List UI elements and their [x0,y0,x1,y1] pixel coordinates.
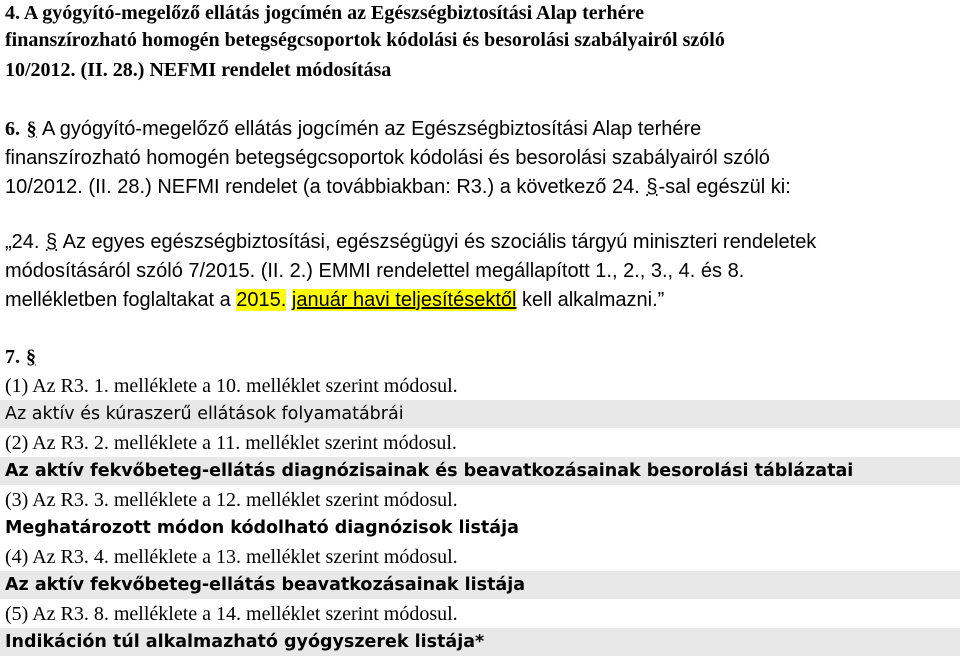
paragraph-6-line-3-pre: 10/2012. (II. 28.) NEFMI rendelet (a továbbiakban: R3.) a következő 24. [5,176,640,198]
paragraph-7-heading [5,344,37,370]
paragraph-24-text: Az egyes egészségbiztosítási, egészségügyi és szociális tárgyú miniszteri rendeletek [62,231,817,253]
paragraph-24-line-3 [5,287,664,313]
section-mark: § [46,231,58,253]
section-mark: § [646,176,658,198]
highlighted-phrase: január havi teljesítésektől [291,289,517,311]
paragraph-24-line-2: módosításáról szóló 7/2015. (II. 2.) EMMI rendelettel megállapított 1., 2., 3., 4. és 8. [5,260,745,282]
heading-line-2: finanszírozható homogén betegségcsoportok kódolási és besorolási szabályairól szóló [5,29,725,51]
heading-line-1: 4. A gyógyító-megelőző ellátás jogcímén az Egészségbiztosítási Alap terhére [5,2,644,24]
paragraph-24-line-3-pre: mellékletben foglaltakat a [5,289,231,311]
highlighted-year: 2015. [236,289,287,311]
paragraph-24-line-3-post: kell alkalmazni.” [516,289,665,311]
paragraph-6-text: A gyógyító-megelőző ellátás jogcímén az Egészségbiztosítási Alap terhére [42,118,702,140]
paragraph-6-line-3 [5,174,791,200]
annex-title-2: Az aktív fekvőbeteg-ellátás diagnózisainak és beavatkozásainak besorolási táblázatai [0,457,960,485]
paragraph-24-line-1 [5,229,816,255]
annex-title-3: Meghatározott módon kódolható diagnózisok listája [0,514,960,542]
annex-title-4: Az aktív fekvőbeteg-ellátás beavatkozásainak listája [0,571,960,599]
annex-title-1: Az aktív és kúraszerű ellátások folyamatábrái [0,400,960,428]
paragraph-24-number: „24. [5,231,40,253]
paragraph-6-line-1 [5,116,701,142]
item-5-text: (5) Az R3. 8. melléklete a 14. melléklet szerint módosul. [5,603,458,625]
section-mark: § [26,118,37,140]
item-3-text: (3) Az R3. 3. melléklete a 12. melléklet szerint módosul. [5,489,458,511]
heading-line-3: 10/2012. (II. 28.) NEFMI rendelet módosítása [5,59,392,81]
paragraph-6-number: 6. [5,118,20,140]
item-4-text: (4) Az R3. 4. melléklete a 13. melléklet szerint módosul. [5,546,458,568]
item-2-text: (2) Az R3. 2. melléklete a 11. melléklet szerint módosul. [5,432,457,454]
annex-title-5: Indikáción túl alkalmazható gyógyszerek listája* [0,628,960,656]
paragraph-7-number: 7. [5,346,20,368]
item-1-text: (1) Az R3. 1. melléklete a 10. melléklet szerint módosul. [5,375,458,397]
section-mark: § [26,346,36,368]
paragraph-6-line-2: finanszírozható homogén betegségcsoportok kódolási és besorolási szabályairól szóló [5,147,770,169]
paragraph-6-line-3-post: -sal egészül ki: [658,176,791,198]
